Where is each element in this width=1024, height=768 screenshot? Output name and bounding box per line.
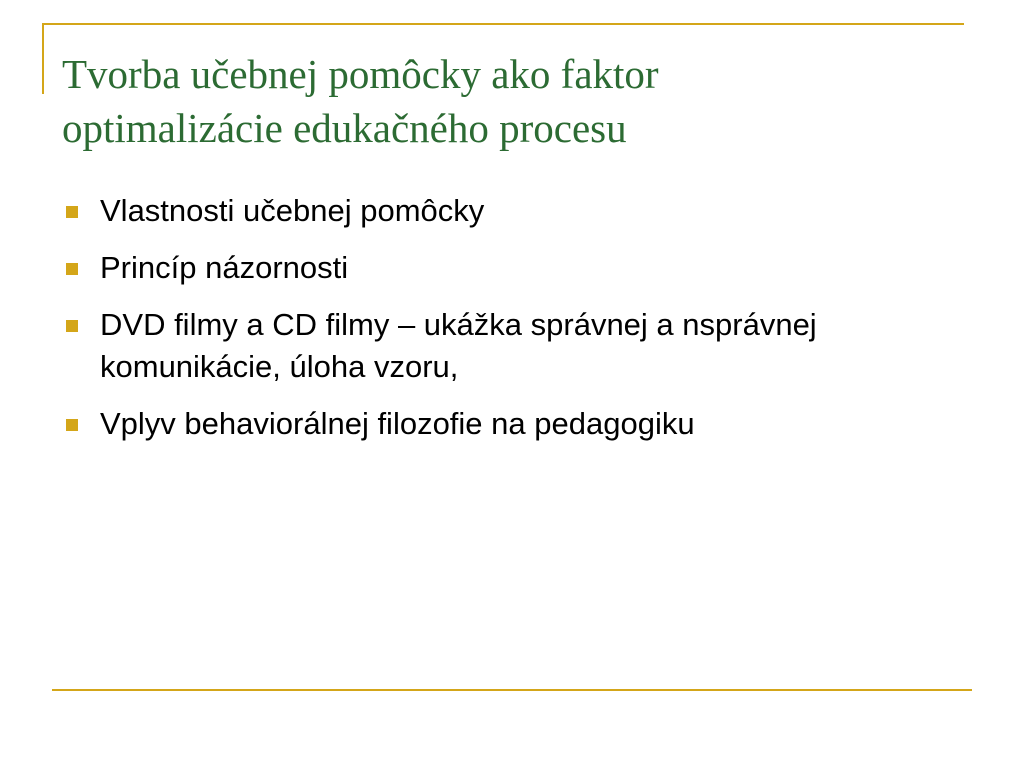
bullet-text: Princíp názornosti — [100, 250, 349, 285]
bullet-text: Vplyv behaviorálnej filozofie na pedagogiku — [100, 406, 695, 441]
slide-title-line-2: optimalizácie edukačného procesu — [62, 105, 627, 151]
frame-left-rule — [42, 23, 44, 94]
bullet-item-vplyv — [62, 403, 962, 445]
slide-title — [62, 47, 962, 155]
bullet-item-princip — [62, 247, 962, 289]
bullet-item-vlastnosti — [62, 190, 962, 232]
square-bullet-icon — [66, 206, 78, 218]
bullet-text: Vlastnosti učebnej pomôcky — [100, 193, 485, 228]
square-bullet-icon — [66, 419, 78, 431]
bullet-item-dvd-filmy — [62, 304, 962, 388]
bullet-text: DVD filmy a CD filmy – ukážka správnej a nsprávnej komunikácie, úloha vzoru, — [100, 307, 817, 384]
frame-top-rule — [42, 23, 964, 25]
slide-title-line-1: Tvorba učebnej pomôcky ako faktor — [62, 51, 659, 97]
bullet-list — [62, 190, 962, 460]
square-bullet-icon — [66, 320, 78, 332]
square-bullet-icon — [66, 263, 78, 275]
footer-rule — [52, 689, 972, 691]
